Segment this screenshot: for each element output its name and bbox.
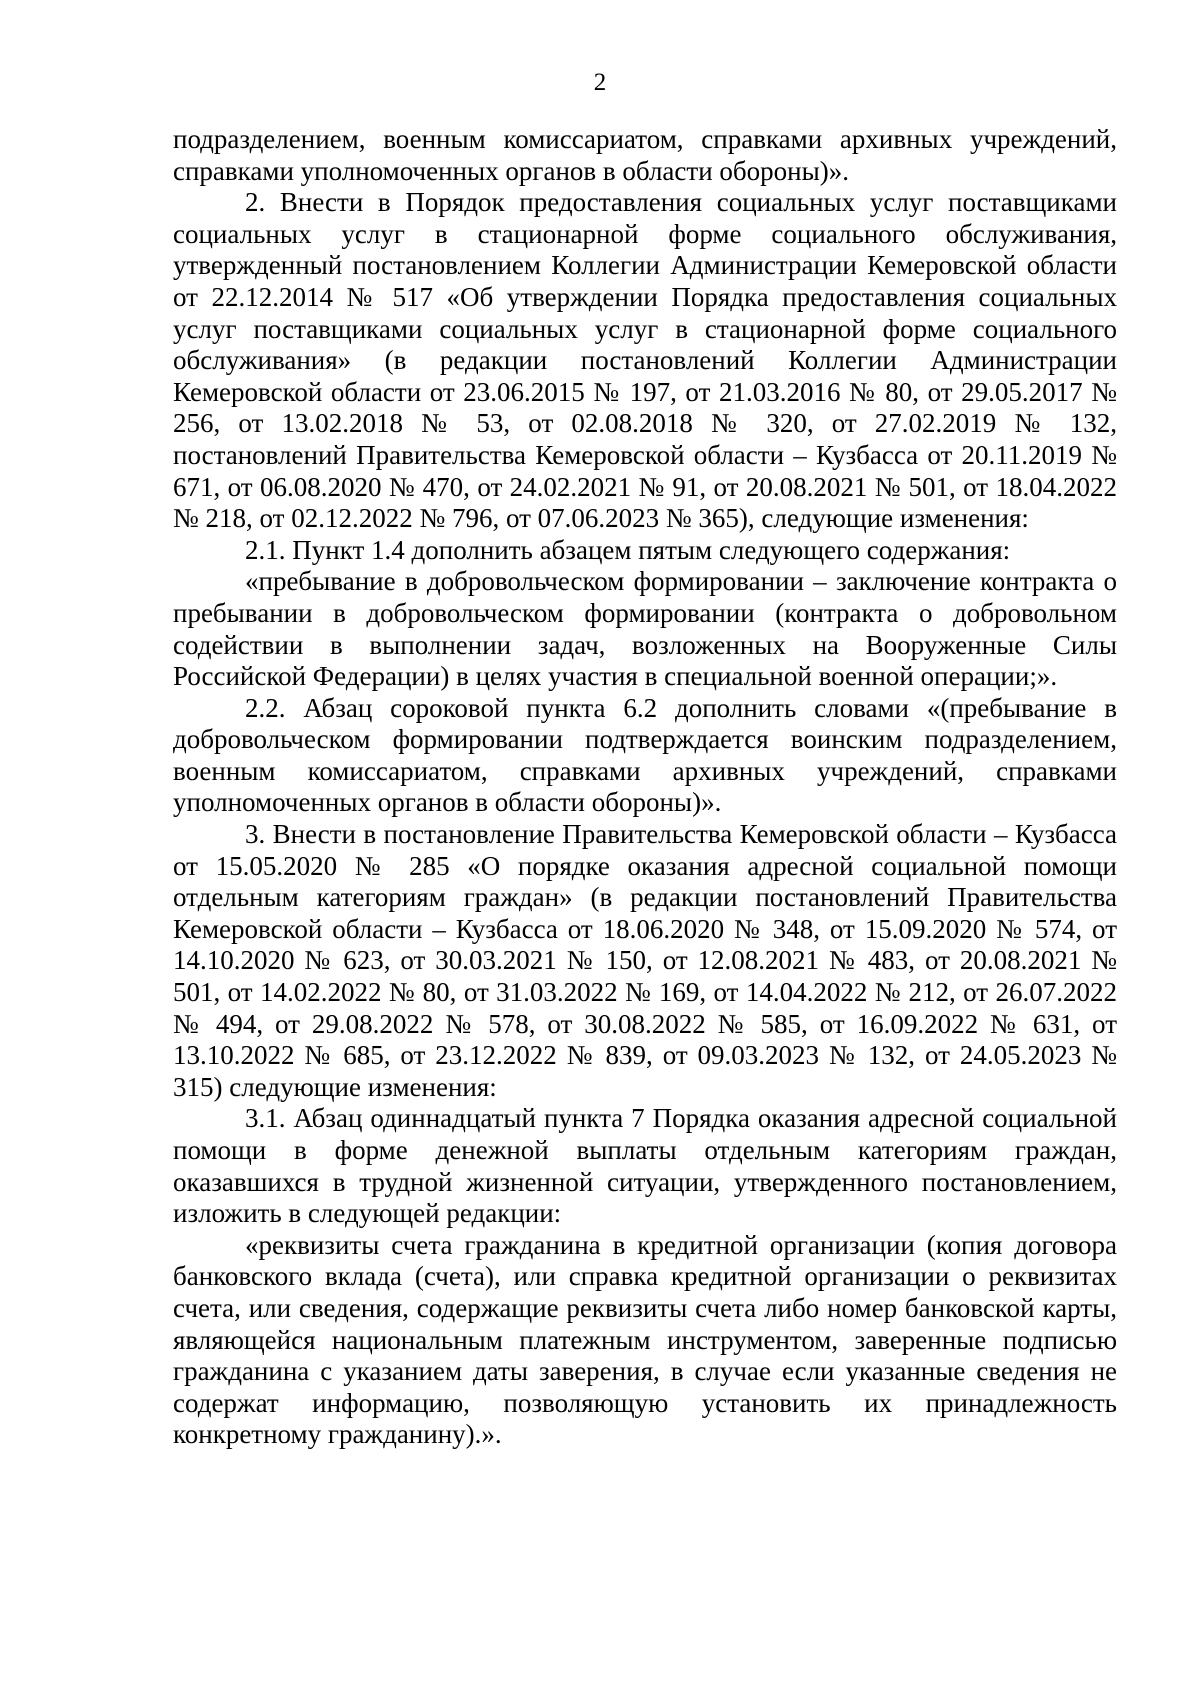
document-body <box>173 124 1117 1451</box>
paragraph: 3. Внести в постановление Правительства Кемеровской области – Кузбасса от 15.05.2020 № 285 «О порядке оказания адресной социальной помощи отдельным категориям граждан» (в редакции постановлений Правительства Кемеровской области – Кузбасса от 18.06.2020 № 348, от 15.09.2020 № 574, от 14.10.2020 № 623, от 30.03.2021 № 150, от 12.08.2021 № 483, от 20.08.2021 № 501, от 14.02.2022 № 80, от 31.03.2022 № 169, от 14.04.2022 № 212, от 26.07.2022 № 494, от 29.08.2022 № 578, от 30.08.2022 № 585, от 16.09.2022 № 631, от 13.10.2022 № 685, от 23.12.2022 № 839, от 09.03.2023 № 132, от 24.05.2023 № 315) следующие изменения: <box>173 819 1117 1102</box>
paragraph: «реквизиты счета гражданина в кредитной организации (копия договора банковского вклада (счета), или справка кредитной организации о реквизитах счета, или сведения, содержащие реквизиты счета либо номер банковской карты, являющейся национальным платежным инструментом, заверенные подписью гражданина с указанием даты заверения, в случае если указанные сведения не содержат информацию, позволяющую установить их принадлежность конкретному гражданину).». <box>173 1229 1117 1450</box>
paragraph: 2. Внести в Порядок предоставления социальных услуг поставщиками социальных услуг в стационарной форме социального обслуживания, утвержденный постановлением Коллегии Администрации Кемеровской области от 22.12.2014 № 517 «Об утверждении Порядка предоставления социальных услуг поставщиками социальных услуг в стационарной форме социального обслуживания» (в редакции постановлений Коллегии Администрации Кемеровской области от 23.06.2015 № 197, от 21.03.2016 № 80, от 29.05.2017 № 256, от 13.02.2018 № 53, от 02.08.2018 № 320, от 27.02.2019 № 132, постановлений Правительства Кемеровской области – Кузбасса от 20.11.2019 № 671, от 06.08.2020 № 470, от 24.02.2021 № 91, от 20.08.2021 № 501, от 18.04.2022 № 218, от 02.12.2022 № 796, от 07.06.2023 № 365), следующие изменения: <box>173 187 1117 534</box>
page-number: 2 <box>593 69 607 96</box>
paragraph: «пребывание в добровольческом формировании – заключение контракта о пребывании в добровольческом формировании (контракта о добровольном содействии в выполнении задач, возложенных на Вооруженные Силы Российской Федерации) в целях участия в специальной военной операции;». <box>173 566 1117 692</box>
paragraph: 2.1. Пункт 1.4 дополнить абзацем пятым следующего содержания: <box>245 534 1011 565</box>
paragraph: 3.1. Абзац одиннадцатый пункта 7 Порядка оказания адресной социальной помощи в форме денежной выплаты отдельным категориям граждан, оказавшихся в трудной жизненной ситуации, утвержденного постановлением, изложить в следующей редакции: <box>173 1103 1117 1229</box>
paragraph: 2.2. Абзац сороковой пункта 6.2 дополнить словами «(пребывание в добровольческом формировании подтверждается воинским подразделением, военным комиссариатом, справками архивных учреждений, справками уполномоченных органов в области обороны)». <box>173 692 1117 818</box>
paragraph: подразделением, военным комиссариатом, справками архивных учреждений, справками уполномоченных органов в области обороны)». <box>173 124 1117 186</box>
